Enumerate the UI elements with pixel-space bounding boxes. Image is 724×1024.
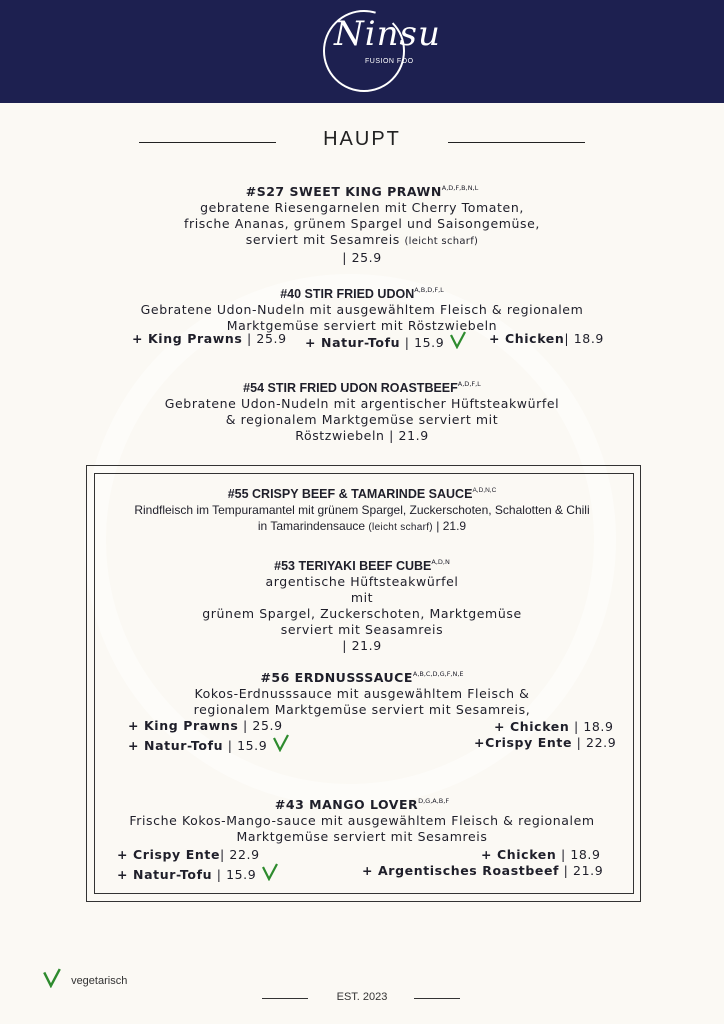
item-desc-line: gebratene Riesengarnelen mit Cherry Tomaten,: [200, 200, 524, 215]
spicy-note: (leicht scharf): [404, 236, 479, 247]
established-year: EST. 2023: [336, 991, 388, 1003]
option-argentisches-roastbeef: + Argentisches Roastbeef | 21.9: [362, 863, 604, 878]
allergens: A,D,N: [431, 558, 450, 566]
item-name: #53 TERIYAKI BEEF CUBE: [274, 559, 432, 573]
legend-label: vegetarisch: [71, 975, 128, 987]
allergens: A,D,F,L: [457, 380, 481, 388]
menu-item-43: [0, 793, 724, 845]
option-natur-tofu: + Natur-Tofu | 15.9: [128, 734, 290, 753]
allergens: A,D,N,C: [472, 487, 497, 494]
item-desc-line: serviert mit Sesamreis: [245, 232, 400, 247]
item-desc-line: Röstzwiebeln | 21.9: [295, 428, 429, 443]
menu-item-54: [0, 376, 724, 444]
item-name: #S27 SWEET KING PRAWN: [245, 184, 442, 199]
item-desc-line: Frische Kokos-Mango-sauce mit ausgewähltem Fleisch & regionalem: [129, 813, 595, 828]
item-desc-line: Marktgemüse serviert mit Sesamreis: [236, 829, 488, 844]
item-desc-line: Gebratene Udon-Nudeln mit argentischer Hüftsteakwürfel: [164, 396, 560, 411]
item-price: | 25.9: [342, 250, 382, 265]
item-desc-line: regionalem Marktgemüse serviert mit Sesamreis,: [193, 702, 531, 717]
item-desc-line: & regionalem Marktgemüse serviert mit: [225, 412, 499, 427]
item-desc-line: Kokos-Erdnusssauce mit ausgewähltem Fleisch &: [194, 686, 530, 701]
section-title: HAUPT: [323, 128, 401, 150]
title-divider-right: [448, 142, 585, 143]
option-chicken: + Chicken| 18.9: [489, 331, 604, 346]
item-desc-line: Gebratene Udon-Nudeln mit ausgewähltem Fleisch & regionalem: [140, 302, 584, 317]
menu-item-s27: [0, 180, 724, 266]
allergens: A,B,D,F,L: [414, 286, 444, 294]
option-crispy-ente: +Crispy Ente | 22.9: [474, 735, 617, 750]
item-desc-line: grünem Spargel, Zuckerschoten, Marktgemüse: [202, 606, 522, 621]
vegetarian-legend: [42, 968, 127, 988]
option-crispy-ente: + Crispy Ente| 22.9: [117, 847, 260, 862]
veg-leaf-icon: [449, 331, 467, 349]
spicy-note: (leicht scharf): [368, 522, 433, 533]
logo-subtitle: FUSION FOO: [365, 58, 414, 65]
item-name: #55 CRISPY BEEF & TAMARINDE SAUCE: [227, 487, 473, 501]
item-desc-line: argentische Hüftsteakwürfel: [265, 574, 459, 589]
option-natur-tofu: + Natur-Tofu | 15.9: [305, 331, 467, 350]
allergens: D,G,A,B,F: [418, 797, 450, 805]
menu-item-55: [0, 483, 724, 536]
option-king-prawns: + King Prawns | 25.9: [128, 718, 283, 733]
menu-item-53: [0, 554, 724, 654]
item-name: #56 ERDNUSSSAUCE: [260, 670, 413, 685]
footer-divider-right: [414, 998, 460, 999]
logo-text: Ninsu: [334, 14, 441, 54]
item-name: #43 MANGO LOVER: [274, 797, 419, 812]
item-price: | 21.9: [342, 638, 382, 653]
option-chicken: + Chicken | 18.9: [481, 847, 601, 862]
veg-leaf-icon: [42, 968, 62, 988]
item-desc-line: mit: [350, 590, 374, 605]
option-chicken: + Chicken | 18.9: [494, 719, 614, 734]
option-natur-tofu: + Natur-Tofu | 15.9: [117, 863, 279, 882]
veg-leaf-icon: [261, 863, 279, 881]
veg-leaf-icon: [272, 734, 290, 752]
allergens: A,B,C,D,G,F,N,E: [412, 670, 464, 678]
option-king-prawns: + King Prawns | 25.9: [132, 331, 287, 346]
item-name: #40 STIR FRIED UDON: [280, 287, 415, 301]
item-desc-line: serviert mit Seasamreis: [280, 622, 444, 637]
menu-item-56: [0, 666, 724, 718]
item-desc-line: in Tamarindensauce: [257, 519, 366, 533]
item-desc-line: Marktgemüse serviert mit Röstzwiebeln: [226, 318, 498, 333]
item-desc-line: frische Ananas, grünem Spargel und Saisongemüse,: [183, 216, 541, 231]
item-desc-line: Rindfleisch im Tempuramantel mit grünem Spargel, Zuckerschoten, Schalotten & Chili: [134, 503, 590, 517]
header-banner: [0, 0, 724, 103]
item-name: #54 STIR FRIED UDON ROASTBEEF: [243, 381, 458, 395]
menu-item-40: [0, 282, 724, 334]
allergens: A,D,F,B,N,L: [441, 184, 479, 192]
item-price: | 21.9: [436, 519, 467, 533]
